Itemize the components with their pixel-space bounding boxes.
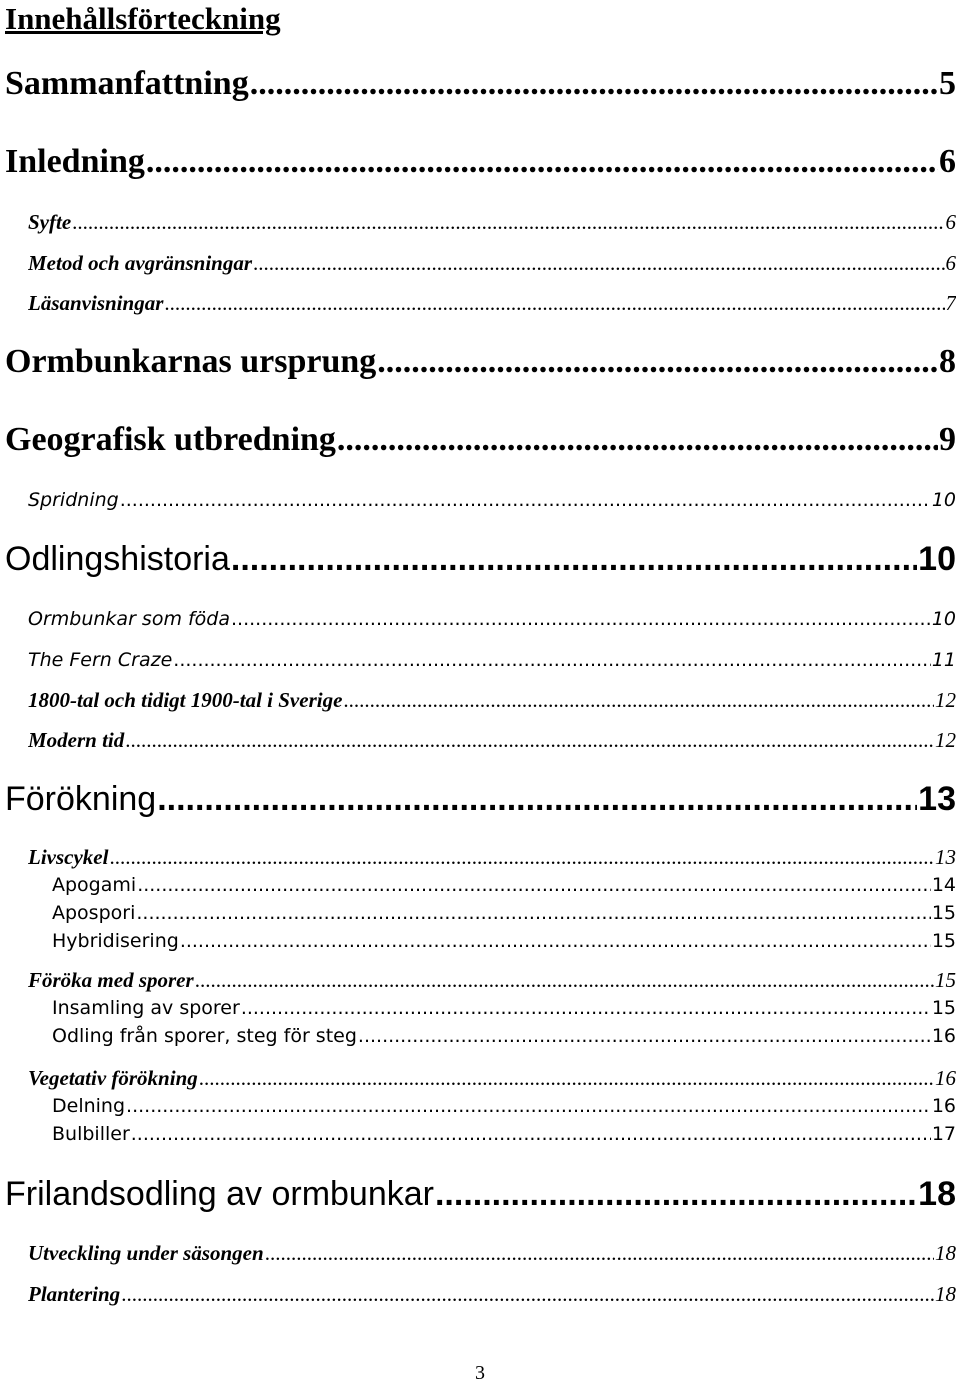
toc-entry[interactable] [28, 687, 956, 713]
toc-entry[interactable] [28, 1281, 956, 1307]
toc-leader-dots [146, 142, 938, 182]
toc-leader-dots [343, 687, 934, 713]
toc-entry-label: Plantering [28, 1282, 121, 1306]
toc-entry[interactable] [28, 487, 956, 513]
toc-entry-label: Livscykel [28, 845, 109, 869]
toc-entry-page: 10 [931, 608, 956, 630]
toc-leader-dots [136, 901, 930, 925]
toc-entry[interactable] [28, 844, 956, 870]
toc-leader-dots [121, 1281, 934, 1307]
toc-leader-dots [195, 967, 934, 993]
toc-entry[interactable] [5, 64, 956, 104]
toc-leader-dots [199, 1065, 934, 1091]
toc-entry-label: Föröka med sporer [28, 968, 194, 992]
toc-entry-page: 16 [935, 1066, 956, 1090]
toc-entry-page: 13 [935, 845, 956, 869]
toc-entry-page: 17 [931, 1123, 956, 1145]
toc-entry-page: 18 [935, 1282, 956, 1306]
toc-entry[interactable] [5, 342, 956, 382]
toc-entry-page: 5 [939, 65, 956, 102]
toc-entry-page: 15 [931, 902, 956, 924]
toc-entry-page: 6 [945, 210, 956, 234]
toc-entry-label: Inledning [5, 143, 145, 180]
toc-leader-dots [231, 606, 931, 632]
toc-entry-label: Vegetativ förökning [28, 1066, 198, 1090]
page-number: 3 [475, 1362, 485, 1384]
toc-entry-page: 18 [935, 1241, 956, 1265]
toc-entry[interactable] [28, 727, 956, 753]
toc-leader-dots [358, 1024, 931, 1048]
toc-entry-label: Geografisk utbredning [5, 421, 336, 458]
toc-entry-label: Spridning [28, 489, 119, 511]
toc-entry[interactable] [5, 142, 956, 182]
toc-leader-dots [241, 996, 931, 1020]
toc-entry-page: 10 [918, 540, 956, 578]
toc-entry-label: Syfte [28, 210, 72, 234]
toc-entry[interactable] [5, 539, 956, 579]
toc-entry-label: Modern tid [28, 728, 125, 752]
toc-entry[interactable] [5, 779, 956, 819]
toc-entry-label: Bulbiller [52, 1123, 130, 1145]
toc-leader-dots [72, 209, 944, 235]
toc-leader-dots [173, 647, 931, 673]
toc-entry-label: Läsanvisningar [28, 291, 164, 315]
toc-leader-dots [337, 420, 938, 460]
toc-entry-page: 7 [945, 291, 956, 315]
toc-leader-dots [131, 1122, 931, 1146]
toc-entry[interactable] [52, 873, 956, 897]
toc-entry-label: Ormbunkarnas ursprung [5, 343, 377, 380]
toc-entry-label: Delning [52, 1095, 126, 1117]
toc-entry-page: 13 [918, 780, 956, 818]
toc-entry-label: Sammanfattning [5, 65, 249, 102]
toc-entry[interactable] [52, 1094, 956, 1118]
toc-entry[interactable] [28, 1240, 956, 1266]
toc-entry-page: 16 [931, 1095, 956, 1117]
toc-entry-label: Förökning [5, 780, 157, 818]
toc-entry[interactable] [28, 606, 956, 632]
toc-entry[interactable] [52, 929, 956, 953]
toc-leader-dots [125, 727, 934, 753]
toc-entry-page: 12 [935, 728, 956, 752]
toc-entry-label: Utveckling under säsongen [28, 1241, 264, 1265]
toc-entry[interactable] [28, 967, 956, 993]
toc-leader-dots [435, 1174, 917, 1214]
toc-entry[interactable] [52, 1024, 956, 1048]
toc-leader-dots [231, 539, 917, 579]
toc-leader-dots [377, 342, 938, 382]
toc-entry[interactable] [52, 1122, 956, 1146]
toc-leader-dots [265, 1240, 934, 1266]
toc-leader-dots [157, 779, 917, 819]
toc-entry-page: 6 [945, 251, 956, 275]
toc-entry[interactable] [28, 647, 956, 673]
toc-leader-dots [253, 250, 944, 276]
toc-leader-dots [164, 290, 944, 316]
toc-leader-dots [180, 929, 931, 953]
toc-entry[interactable] [52, 901, 956, 925]
toc-leader-dots [109, 844, 934, 870]
toc-entry-page: 15 [935, 968, 956, 992]
toc-entry-label: The Fern Craze [28, 649, 173, 671]
toc-entry[interactable] [5, 1174, 956, 1214]
toc-entry-page: 15 [931, 997, 956, 1019]
toc-entry-page: 11 [931, 649, 956, 671]
toc-entry[interactable] [28, 290, 956, 316]
toc-entry[interactable] [5, 420, 956, 460]
toc-entry-label: Insamling av sporer [52, 997, 240, 1019]
toc-heading: Innehållsförteckning [5, 1, 281, 36]
toc-entry-label: 1800-tal och tidigt 1900-tal i Sverige [28, 688, 343, 712]
toc-entry-label: Ormbunkar som föda [28, 608, 231, 630]
toc-entry-page: 8 [939, 343, 956, 380]
toc-entry[interactable] [52, 996, 956, 1020]
toc-entry-page: 9 [939, 421, 956, 458]
toc-entry[interactable] [28, 209, 956, 235]
toc-entry-label: Hybridisering [52, 930, 179, 952]
toc-entry[interactable] [28, 250, 956, 276]
toc-entry-page: 12 [935, 688, 956, 712]
toc-entry-page: 16 [931, 1025, 956, 1047]
toc-leader-dots [120, 487, 931, 513]
toc-entry-page: 15 [931, 930, 956, 952]
toc-leader-dots [137, 873, 931, 897]
toc-entry-page: 10 [931, 489, 956, 511]
toc-leader-dots [250, 64, 938, 104]
toc-entry-label: Odling från sporer, steg för steg [52, 1025, 357, 1047]
toc-entry-label: Apospori [52, 902, 136, 924]
toc-entry-page: 6 [939, 143, 956, 180]
toc-entry-label: Apogami [52, 874, 137, 896]
toc-entry[interactable] [28, 1065, 956, 1091]
toc-entry-label: Frilandsodling av ormbunkar [5, 1175, 434, 1213]
toc-leader-dots [126, 1094, 931, 1118]
toc-entry-page: 14 [931, 874, 956, 896]
toc-entry-page: 18 [918, 1175, 956, 1213]
toc-entry-label: Odlingshistoria [5, 540, 230, 578]
toc-entry-label: Metod och avgränsningar [28, 251, 253, 275]
